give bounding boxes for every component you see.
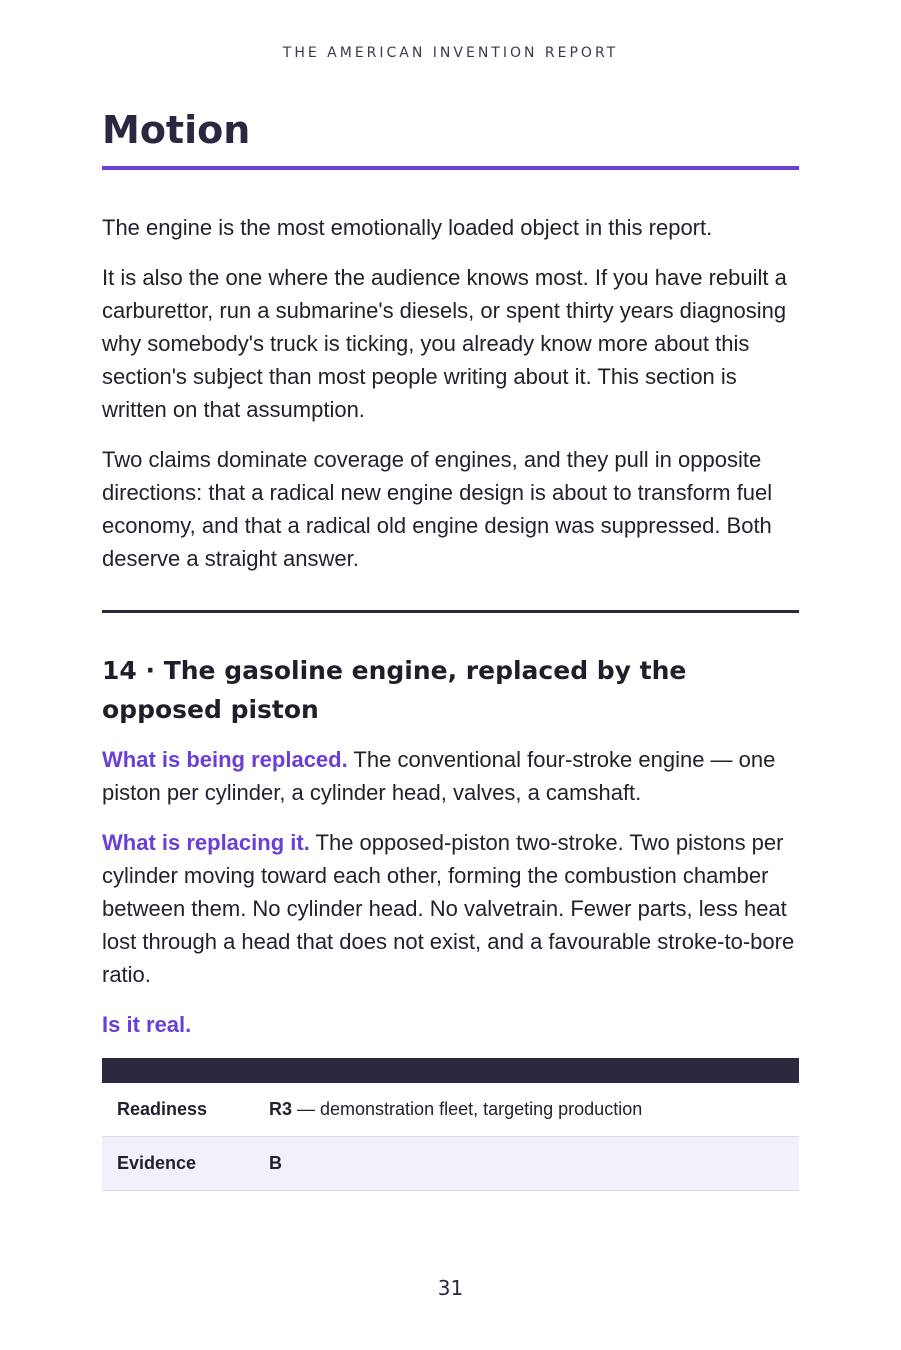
title-rule	[102, 166, 799, 170]
what-is-replacing-it-text: The opposed-piston two-stroke. Two pistons per cylinder moving toward each other, forming the combustion chamber between them. No cylinder head. No valvetrain. Fewer parts, less heat lost through a head that does not exist, and a favourable stroke-to-bore ratio.	[102, 830, 795, 987]
table-row-readiness	[102, 1083, 799, 1137]
readiness-note: — demonstration fleet, targeting production	[292, 1099, 643, 1119]
what-is-being-replaced-lead: What is being replaced.	[102, 747, 348, 772]
section-title: 14 · The gasoline engine, replaced by the opposed piston	[102, 656, 687, 724]
readiness-value	[254, 1083, 799, 1137]
intro-paragraph: It is also the one where the audience knows most. If you have rebuilt a carburettor, run a submarine's diesels, or spent thirty years diagnosing why somebody's truck is ticking, you already know more about this section's subject than most people writing about it. This section is written on that assumption.	[102, 265, 787, 422]
readiness-grade: R3	[269, 1099, 293, 1119]
table-header-row	[102, 1058, 799, 1083]
scorecard-table	[102, 1058, 799, 1191]
chapter-title: Motion	[102, 108, 251, 152]
section-divider	[102, 610, 799, 613]
what-is-being-replaced-paragraph	[102, 743, 799, 809]
is-it-real-heading: Is it real.	[102, 1012, 192, 1037]
evidence-value	[254, 1137, 799, 1191]
intro-paragraph: The engine is the most emotionally loaded object in this report.	[102, 215, 713, 240]
table-header-bar	[102, 1058, 799, 1083]
table-row-evidence	[102, 1137, 799, 1191]
readiness-label: Readiness	[102, 1083, 254, 1137]
evidence-grade: B	[269, 1153, 282, 1173]
what-is-being-replaced-text: The conventional four-stroke engine — one piston per cylinder, a cylinder head, valves, a camshaft.	[102, 747, 776, 805]
what-is-replacing-it-paragraph	[102, 826, 799, 991]
section-14	[102, 651, 799, 1191]
intro-paragraph: Two claims dominate coverage of engines, and they pull in opposite directions: that a radical new engine design is about to transform fuel economy, and that a radical old engine design was suppressed. Both deserve a straight answer.	[102, 447, 773, 571]
page-number: 31	[437, 1276, 464, 1300]
running-head: THE AMERICAN INVENTION REPORT	[282, 45, 619, 61]
what-is-replacing-it-lead: What is replacing it.	[102, 830, 310, 855]
intro-text	[102, 211, 799, 592]
evidence-label: Evidence	[102, 1137, 254, 1191]
